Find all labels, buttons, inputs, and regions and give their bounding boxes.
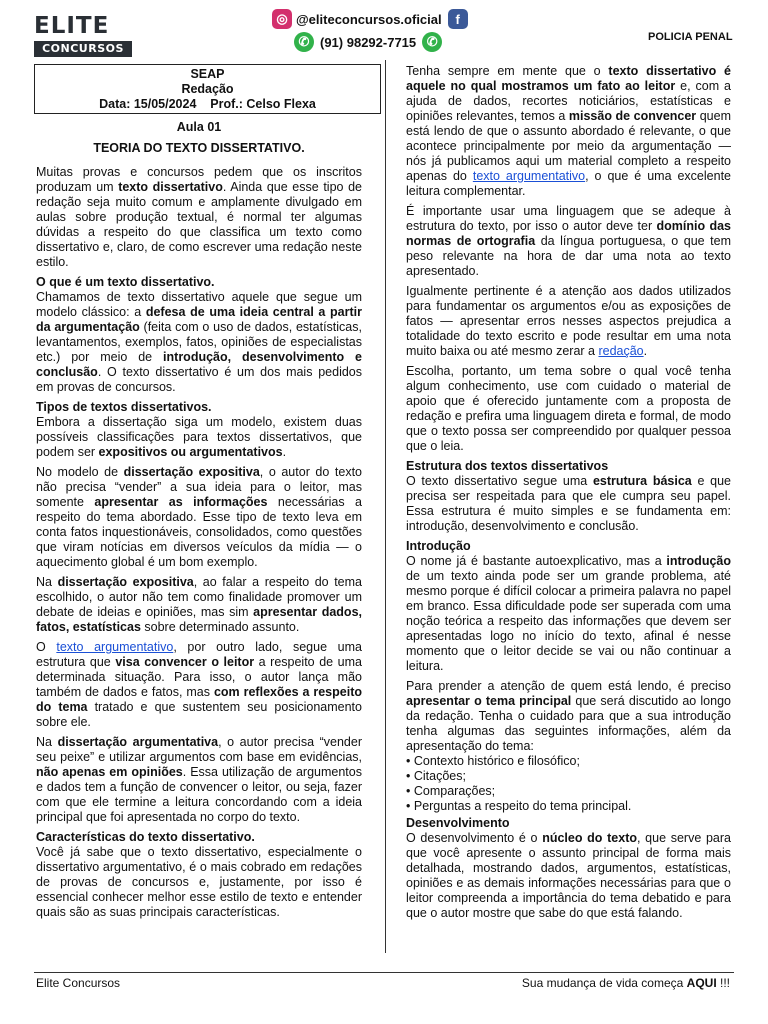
facebook-icon[interactable]: f: [448, 9, 468, 29]
instagram-handle[interactable]: @eliteconcursos.oficial: [296, 11, 442, 27]
footer-brand: Elite Concursos: [36, 976, 121, 990]
paragraph: O nome já é bastante autoexplicativo, mas a introdução de um texto ainda pode ser um grande problema, até mesmo porque é difícil colocar a primeira palavra no papel em branco. Essa dificuldade pode ser superada com uma noção teórica a respeito das informações que devem ser apresentadas logo no início do texto, afinal é nesse momento que o leitor decide se vai ou não continuar a leitura.: [406, 554, 731, 673]
paragraph: O texto argumentativo, por outro lado, segue uma estrutura que visa convencer o leitor a respeito de uma determinada situação. Para isso, o autor lança mão também de dados e fatos, mas com reflexões a respeito do tema tratado e que sustentem seu posicionamento sobre ele.: [36, 640, 362, 729]
paragraph: O desenvolvimento é o núcleo do texto, que serve para que você apresente o assunto principal de forma mais detalhada, mostrando dados, argumentos, estatísticas, opiniões e as demais informações necessárias para que o leitor compreenda a importância do tema debatido e para que o autor mostre que sabe do que está falando.: [406, 831, 731, 920]
instagram-row: [272, 8, 468, 30]
paragraph: Você já sabe que o texto dissertativo, especialmente o dissertativo argumentativo, é o mais cobrado em redações de provas de concursos e, justamente, por isso é essencial conhecer melhor esse estilo de texto e entender quais são as suas principais características.: [36, 845, 362, 919]
section-heading: Tipos de textos dissertativos.: [36, 400, 212, 414]
texto-argumentativo-link[interactable]: texto argumentativo: [472, 169, 586, 183]
whatsapp-phone-icon: ✆: [294, 32, 314, 52]
class-info-box: [34, 64, 381, 114]
paragraph: Na dissertação argumentativa, o autor precisa “vender seu peixe” e utilizar argumentos com base em evidências, não apenas em opiniões. Essa utilização de argumentos e dados tem a função de convencer o leitor, ou seja, fazer com que ele termine a leitura concordando com a ideia principal que foi apresentada no corpo do texto.: [36, 735, 362, 824]
phone-number[interactable]: (91) 98292-7715: [320, 34, 417, 50]
contact-block: [272, 6, 482, 52]
instagram-icon[interactable]: ◎: [272, 9, 292, 29]
phone-row: [294, 31, 442, 53]
elite-concursos-logo: [34, 14, 132, 58]
logo-subtitle: CONCURSOS: [34, 41, 132, 57]
paragraph: Embora a dissertação siga um modelo, existem duas possíveis classificações para textos dissertativos, que podem ser expositivos ou argumentativos.: [36, 415, 362, 459]
list-item: • Citações;: [406, 769, 731, 784]
paragraph: É importante usar uma linguagem que se adeque à estrutura do texto, por isso o autor deve ter domínio das normas de ortografia da língua portuguesa, o que tem peso relevante na hora de dar uma nota ao texto apresentado.: [406, 204, 731, 278]
footer-slogan: Sua mudança de vida começa AQUI !!!: [521, 976, 730, 990]
paragraph: Tenha sempre em mente que o texto dissertativo é aquele no qual mostramos um fato ao leitor e, com a ajuda de dados, recortes noticiários, estatísticas e opiniões relevantes, temos a missão de convencer quem está lendo de que o assunto abordado é relevante, o que acontece principalmente por meio da argumentação — nós já publicamos aqui um material completo a respeito apenas do texto argumentativo, o que é uma excelente leitura complementar.: [406, 64, 732, 198]
redacao-link[interactable]: redação: [598, 344, 644, 358]
info-date-teacher: Data: 15/05/2024 Prof.: Celso Flexa: [99, 97, 316, 111]
info-subject: Redação: [181, 82, 234, 96]
column-divider: [385, 60, 386, 953]
section-heading: Desenvolvimento: [406, 816, 510, 830]
logo-wordmark: ELITE: [34, 13, 110, 39]
paragraph: Na dissertação expositiva, ao falar a respeito do tema escolhido, o autor não tem como finalidade promover um debate de ideias e opiniões, mas sim apresentar dados, fatos, estatísticas sobre determinado assunto.: [36, 575, 362, 634]
lesson-title: TEORIA DO TEXTO DISSERTATIVO.: [93, 141, 305, 155]
left-column: [36, 120, 362, 925]
whatsapp-icon[interactable]: ✆: [422, 32, 442, 52]
footer-divider: [34, 972, 734, 973]
info-org: SEAP: [190, 67, 225, 81]
introduction-bullet-list: [406, 754, 731, 814]
paragraph: Chamamos de texto dissertativo aquele que segue um modelo clássico: a defesa de uma ideia central a partir da argumentação (feita com o uso de dados, estatísticas, levantamentos, exemplos, fatos, opiniões de especialistas etc.) por meio de introdução, desenvolvimento e conclusão. O texto dissertativo é um dos mais pedidos em provas de concursos.: [36, 290, 362, 394]
list-item: • Contexto histórico e filosófico;: [406, 754, 731, 769]
paragraph: Escolha, portanto, um tema sobre o qual você tenha algum conhecimento, use com cuidado o material de apoio que é oferecido juntamente com a proposta de redação e prefira uma linguagem direta e formal, de modo que o texto possa ser compreendido por qualquer pessoa que o leia.: [406, 364, 731, 453]
paragraph: O texto dissertativo segue uma estrutura básica e que precisa ser respeitada para que ele cumpra seu papel. Essa estrutura é muito simples e se fundamenta em: introdução, desenvolvimento e conclusão.: [406, 474, 731, 533]
paragraph: Muitas provas e concursos pedem que os inscritos produzam um texto dissertativo. Ainda que esse tipo de redação seja muito comum e amplamente divulgado em aulas sobre produção textual, é normal ter algumas dúvidas a respeito do que classifica um texto como dissertativo e, claro, de como escrever uma redação neste estilo.: [36, 165, 362, 269]
section-heading: Características do texto dissertativo.: [36, 830, 255, 844]
list-item: • Comparações;: [406, 784, 731, 799]
texto-argumentativo-link[interactable]: texto argumentativo: [56, 640, 174, 654]
lesson-number: Aula 01: [176, 120, 222, 134]
paragraph: No modelo de dissertação expositiva, o autor do texto não precisa “vender” a sua ideia para o leitor, mas somente apresentar as informações necessárias a respeito do tema abordado. Esse tipo de texto leva em conta fatos inquestionáveis, consolidados, como questões que viram notícias em diversos veículos da mídia — o aquecimento global é um bom exemplo.: [36, 465, 362, 569]
list-item: • Perguntas a respeito do tema principal.: [406, 799, 731, 814]
right-column: [406, 64, 731, 926]
paragraph: Para prender a atenção de quem está lendo, é preciso apresentar o tema principal que será discutido ao longo da redação. Tenha o cuidado para que a sua introdução tenha algumas das seguintes informações, além da apresentação do tema:: [406, 679, 731, 753]
section-heading: O que é um texto dissertativo.: [36, 275, 215, 289]
section-heading: Introdução: [406, 539, 471, 553]
course-label: POLICIA PENAL: [648, 31, 733, 43]
paragraph: Igualmente pertinente é a atenção aos dados utilizados para fundamentar os argumentos e/ou as exposições de fatos — apresentar erros nesses aspectos prejudica a totalidade do texto escrito e pode resultar em uma nota muito baixa ou até mesmo zerar a redação.: [406, 284, 731, 358]
section-heading: Estrutura dos textos dissertativos: [406, 459, 609, 473]
